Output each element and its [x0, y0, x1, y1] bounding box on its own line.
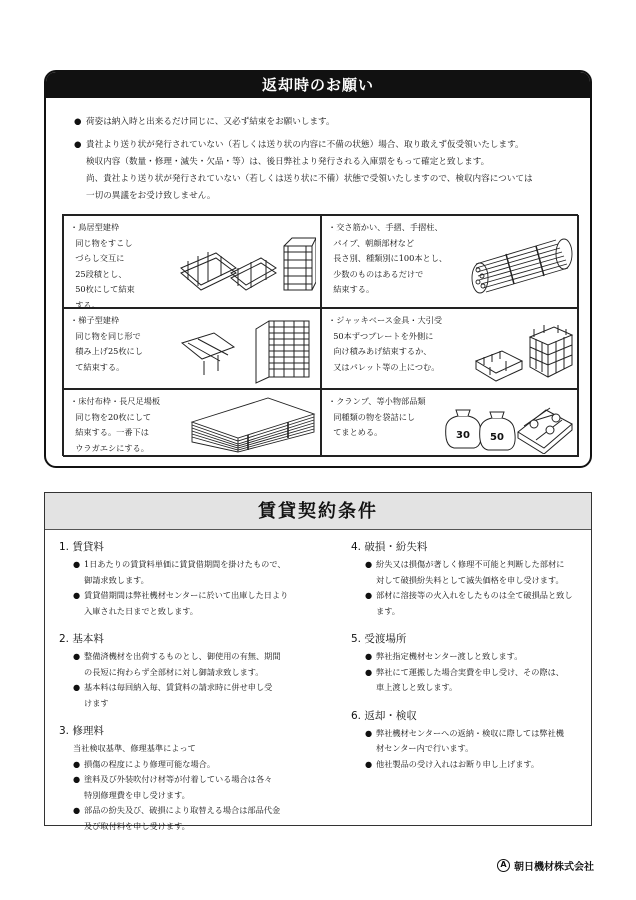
bag-label: 50	[490, 432, 504, 443]
bullet-icon: ●	[73, 559, 81, 569]
contract-section	[351, 539, 585, 619]
contract-section	[59, 539, 321, 619]
contract-item: ● 弊社機材センターへの返納・検収に際しては弊社機 材センター内で行います。	[365, 727, 564, 753]
contract-item: ● 弊社にて運搬した場合実費を申し受け、その際は、 車上渡しと致します。	[365, 666, 564, 692]
bullet-icon: ●	[365, 666, 373, 677]
contract-item: ● 部品の紛失及び、破損により取替える場合は部品代金 及び取付料を申し受けます。	[73, 805, 281, 831]
bullet-icon: ●	[74, 117, 82, 127]
instruction-cell	[63, 308, 321, 389]
frame-stack-icon	[176, 228, 316, 298]
pipe-bundle-icon	[466, 234, 576, 298]
note-line: 尚、貴社より送り状が発行されていない（若しくは送り状に不備）状態で受領いたしますので、検収内容については	[86, 174, 533, 184]
note-line: 貴社より送り状が発行されていない（若しくは送り状の内容に不備の状態）場合、取り敢えず仮受領いたします。	[86, 140, 524, 150]
section-heading: 1. 賃貸料	[59, 541, 104, 553]
clamp-bag-icon	[438, 396, 576, 454]
contract-item: ● 紛失又は損傷が著しく修理不可能と判断した部材に 対して破損紛失料として滅失価格を申し受けます。	[365, 559, 565, 585]
return-request-title: 返却時のお願い	[46, 72, 590, 98]
instruction-text: ・床付布枠・長尺足場板 同じ物を20枚にして 結束する。一番下は ウラガエシにする。	[70, 396, 161, 453]
return-request-panel	[44, 70, 592, 468]
bullet-icon: ●	[74, 140, 82, 150]
contract-section	[59, 631, 321, 711]
bullet-icon: ●	[365, 758, 373, 769]
note-line: 一切の異議をお受け致しません。	[86, 191, 216, 201]
instruction-text: ・クランプ、等小物部品類 同種類の物を袋詰にし てまとめる。	[328, 396, 426, 437]
contract-item: ● 1日あたりの賃貸料単価に賃貸借期間を掛けたもので、 御請求致します。	[73, 559, 286, 585]
contract-item: ● 塗料及び外装吹付け材等が付着している場合は各々 特別修理費を申し受けます。	[73, 774, 273, 800]
instruction-text: ・梯子型建枠 同じ物を同じ形で 積み上げ25枚にし て結束する。	[70, 315, 143, 372]
contract-item: ● 整備済機材を出荷するものとし、御使用の有無、期間 の長短に拘わらず全部材に対し御請求致します。	[73, 651, 281, 677]
bullet-icon: ●	[365, 651, 373, 661]
section-intro: 当社検収基準、修理基準によって	[73, 743, 196, 753]
rental-contract-panel	[44, 492, 592, 831]
return-notes	[74, 114, 574, 205]
bullet-icon: ●	[73, 758, 81, 769]
contract-item: ● 賃貸借期間は弊社機材センターに於いて出庫した日より 入庫された日までと致します。	[73, 590, 289, 616]
contract-item: ● 他社製品の受け入れはお断り申し上げます。	[365, 757, 585, 773]
section-heading: 4. 破損・紛失料	[351, 541, 428, 553]
instruction-cell	[321, 215, 579, 308]
bullet-icon: ●	[73, 682, 81, 692]
note-line: 検収内容（数量・修理・滅失・欠品・等）は、後日弊社より発行される入庫票をもって確定と致します。	[86, 157, 490, 167]
contract-item: ● 部材に溶接等の火入れをしたものは全て破損品と致し ます。	[365, 590, 573, 616]
instruction-cell	[63, 389, 321, 457]
instruction-text: ・交さ筋かい、手摺、手摺柱、 パイプ、朝顔部材など 長さ別、種類別に100本とし、 少数のものはあるだけで 結束する。	[328, 222, 448, 294]
contract-item: ● 弊社指定機材センター渡しと致します。	[365, 649, 585, 665]
instruction-cell	[63, 215, 321, 308]
contract-right-column	[351, 539, 585, 784]
bundling-instructions-grid	[62, 214, 578, 456]
contract-section	[351, 631, 585, 696]
instruction-cell	[321, 308, 579, 389]
contract-left-column	[59, 539, 321, 846]
instruction-text: ・ジャッキベース金具・大引受 50本ずつプレートを外側に 向け積みあげ結束するか、 又はパレット等の上につむ。	[328, 315, 443, 372]
bullet-icon: ●	[73, 805, 81, 815]
section-heading: 6. 返却・検収	[351, 709, 417, 722]
deck-board-icon	[188, 394, 318, 454]
return-note	[74, 114, 574, 131]
contract-title: 賃貸契約条件	[45, 493, 591, 530]
bullet-icon: ●	[73, 774, 81, 784]
contract-section	[59, 723, 321, 834]
bullet-icon: ●	[365, 590, 373, 600]
ladder-frame-icon	[174, 313, 314, 387]
section-heading: 3. 修理料	[59, 725, 104, 737]
note-line: 荷姿は納入時と出来るだけ同じに、又必ず結束をお願いします。	[86, 117, 335, 127]
bag-label: 30	[456, 430, 470, 441]
instruction-text: ・鳥居型建枠 同じ物をすこし づらし交互に 25段積とし、 50枚にして結束 する。	[70, 222, 135, 310]
jack-base-icon	[472, 317, 576, 387]
company-name: 朝日機材株式会社	[514, 862, 594, 873]
instruction-cell	[321, 389, 579, 457]
return-note	[74, 137, 574, 205]
company-footer	[497, 858, 594, 873]
contract-item: ● 損傷の程度により修理可能な場合。	[73, 757, 321, 773]
bullet-icon: ●	[73, 651, 81, 661]
contract-item: ● 基本料は毎回納入毎、賃貸料の請求時に併せ申し受 けます	[73, 682, 273, 708]
company-logo-icon: A	[497, 859, 510, 872]
contract-section	[351, 708, 585, 773]
bullet-icon: ●	[365, 727, 373, 738]
section-heading: 5. 受渡場所	[351, 633, 407, 645]
bullet-icon: ●	[73, 590, 81, 600]
section-heading: 2. 基本料	[59, 633, 104, 645]
bullet-icon: ●	[365, 559, 373, 569]
